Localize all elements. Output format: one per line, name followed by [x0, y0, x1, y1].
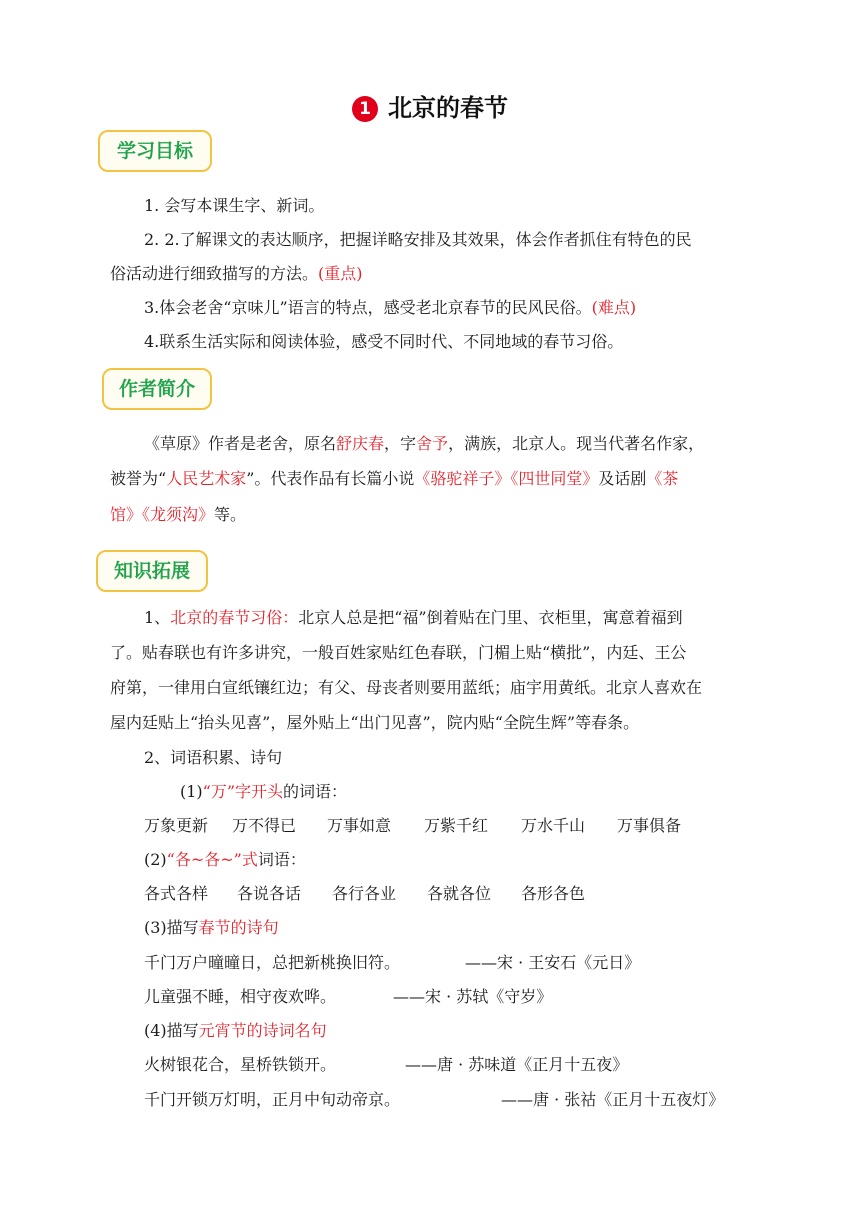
goal-2-line-2: 俗活动进行细致描写的方法。(重点)	[110, 264, 363, 283]
custom-line-2: 了。贴春联也有许多讲究，一般百姓家贴红色春联，门楣上贴“横批”，内廷、王公	[110, 643, 687, 662]
key-point-tag: (重点)	[318, 264, 363, 283]
poem-source: ——宋 · 王安石《元日》	[465, 953, 641, 972]
wan-word: 万不得已	[232, 816, 297, 835]
subsection-lantern-poems-heading: (4)描写元宵节的诗词名句	[144, 1021, 327, 1040]
author-line-2: 被誉为“人民艺术家”。代表作品有长篇小说《骆驼祥子》《四世同堂》及话剧《茶	[110, 469, 679, 488]
author-line-1: 《草原》作者是老舍，原名舒庆春，字舍予，满族，北京人。现当代著名作家，	[144, 434, 705, 453]
custom-line-3: 府第，一律用白宣纸镶红边；有父、母丧者则要用蓝纸；庙宇用黄纸。北京人喜欢在	[110, 678, 703, 697]
subsection-wan-heading: (1)“万”字开头的词语：	[180, 782, 348, 801]
goal-4: 4.联系生活实际和阅读体验，感受不同时代、不同地域的春节习俗。	[144, 332, 624, 351]
ge-word: 各行各业	[332, 884, 397, 903]
poem-source: ——宋 · 苏轼《守岁》	[393, 987, 553, 1006]
subsection-ge-heading: (2)“各~各~”式词语：	[144, 850, 306, 869]
poem-line: 千门开锁万灯明，正月中旬动帝京。	[144, 1090, 401, 1109]
section-tag-goals: 学习目标	[98, 130, 212, 172]
subsection-spring-poems-heading: (3)描写春节的诗句	[144, 918, 279, 937]
custom-line-4: 屋内廷贴上“抬头见喜”，屋外贴上“出门见喜”，院内贴“全院生辉”等春条。	[110, 713, 640, 732]
wan-word: 万紫千红	[424, 816, 489, 835]
goal-2-line-1: 2. 2.了解课文的表达顺序，把握详略安排及其效果，体会作者抓住有特色的民	[144, 230, 692, 249]
poem-line: 火树银花合，星桥铁锁开。	[144, 1055, 337, 1074]
goal-1: 1. 会写本课生字、新词。	[144, 196, 325, 215]
ge-word: 各式各样	[144, 884, 209, 903]
poem-source: ——唐 · 苏味道《正月十五夜》	[405, 1055, 629, 1074]
difficulty-tag: (难点)	[591, 298, 637, 317]
poem-line: 儿童强不睡，相守夜欢哗。	[144, 987, 337, 1006]
wan-word: 万水千山	[521, 816, 586, 835]
ge-word: 各形各色	[521, 884, 586, 903]
ge-word: 各说各话	[237, 884, 302, 903]
lesson-title: 北京的春节	[388, 94, 508, 122]
section-tag-author: 作者简介	[102, 368, 212, 410]
poem-source: ——唐 · 张祜《正月十五夜灯》	[501, 1090, 725, 1109]
subsection-2: 2、词语积累、诗句	[144, 748, 283, 767]
poem-line: 千门万户曈曈日，总把新桃换旧符。	[144, 953, 401, 972]
ge-word: 各就各位	[427, 884, 492, 903]
author-line-3: 馆》《龙须沟》等。	[110, 505, 247, 524]
wan-word: 万事俱备	[617, 816, 682, 835]
lesson-number-badge: 1	[352, 96, 378, 122]
wan-word: 万事如意	[327, 816, 392, 835]
section-tag-knowledge: 知识拓展	[96, 550, 208, 592]
wan-word: 万象更新	[144, 816, 209, 835]
custom-line-1: 1、北京的春节习俗：北京人总是把“福”倒着贴在门里、衣柜里，寓意着福到	[144, 608, 683, 627]
goal-3: 3.体会老舍“京味儿”语言的特点，感受老北京春节的民风民俗。(难点)	[144, 298, 637, 317]
page-title	[0, 88, 860, 123]
